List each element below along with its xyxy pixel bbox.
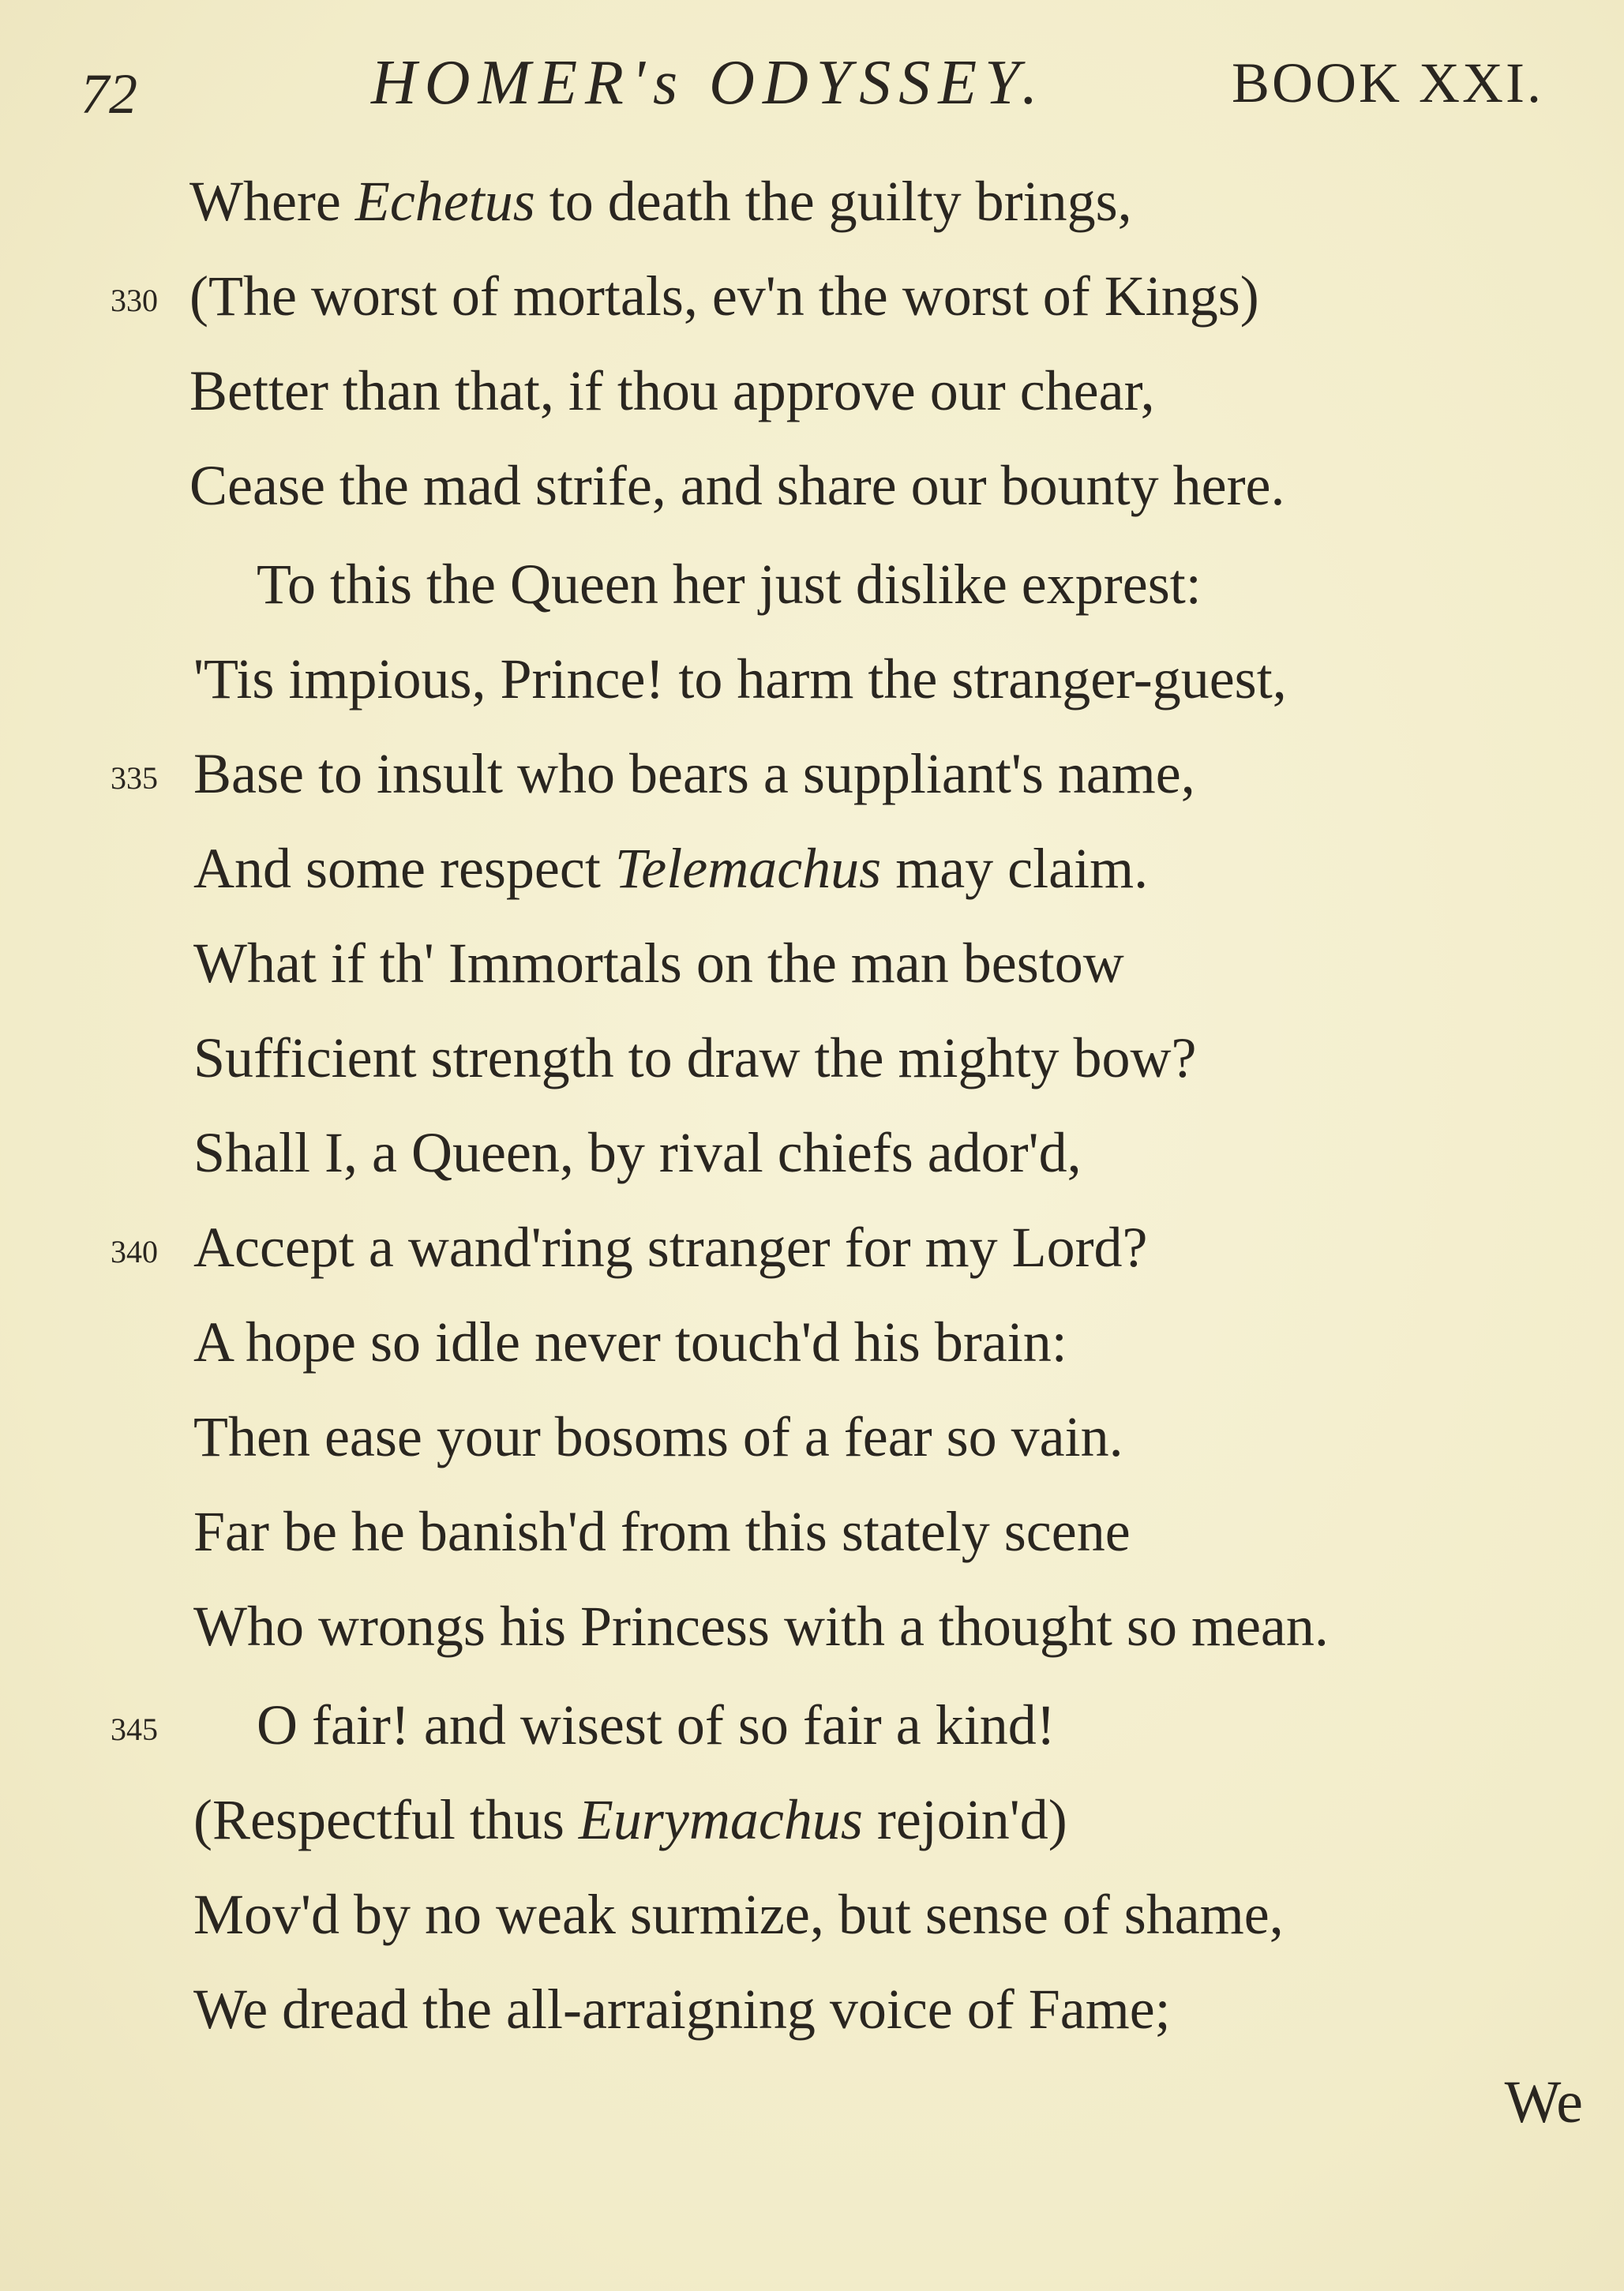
line-number: 335: [111, 760, 158, 796]
verse-line: [0, 446, 1624, 541]
page-number: 72: [81, 62, 137, 126]
verse-text: To this the Queen her just dislike exprest:: [257, 553, 1202, 616]
verse-text: What if th' Immortals on the man bestow: [193, 932, 1124, 995]
verse-text: 'Tis impious, Prince! to harm the stranger-guest,: [193, 647, 1287, 711]
verse-line: [0, 1970, 1624, 2064]
verse-line: [0, 1587, 1624, 1682]
verse-line: [0, 1303, 1624, 1397]
verse-text: Far be he banish'd from this stately scene: [193, 1500, 1131, 1563]
line-number: 345: [111, 1712, 158, 1747]
line-number: 340: [111, 1234, 158, 1269]
page-header: [0, 47, 1624, 134]
verse-line: [0, 829, 1624, 924]
verse-text: A hope so idle never touch'd his brain:: [193, 1310, 1067, 1374]
verse-line: [0, 734, 1624, 829]
verse-line: [0, 1685, 1624, 1780]
verse-line: [0, 1780, 1624, 1875]
verse-text: Shall I, a Queen, by rival chiefs ador'd,: [193, 1121, 1082, 1184]
verse-line: [0, 1018, 1624, 1113]
verse-line: [0, 924, 1624, 1018]
verse-line: [0, 1492, 1624, 1587]
verse-line: [0, 351, 1624, 446]
verse-text: Better than that, if thou approve our chear,: [189, 359, 1155, 422]
verse-text: Base to insult who bears a suppliant's name,: [193, 742, 1195, 805]
verse-line: [0, 162, 1624, 257]
verse-line: [0, 257, 1624, 351]
verse-line: [0, 1875, 1624, 1970]
running-title: HOMER's ODYSSEY.: [371, 48, 1046, 118]
verse-text: Sufficient strength to draw the mighty bow?: [193, 1026, 1197, 1089]
verse-line: [0, 1397, 1624, 1492]
verse-text: Where Echetus to death the guilty brings,: [189, 170, 1132, 233]
verse-line: [0, 1208, 1624, 1303]
verse-text: Accept a wand'ring stranger for my Lord?: [193, 1216, 1148, 1279]
verse-text: And some respect Telemachus may claim.: [193, 837, 1149, 900]
verse-line: [0, 1113, 1624, 1208]
verse-line: [0, 545, 1624, 639]
verse-text: (The worst of mortals, ev'n the worst of Kings): [189, 264, 1259, 328]
line-number: 330: [111, 283, 158, 318]
verse-text: Then ease your bosoms of a fear so vain.: [193, 1405, 1123, 1468]
verse-text: Who wrongs his Princess with a thought so mean.: [193, 1595, 1329, 1658]
verse-text: Mov'd by no weak surmize, but sense of shame,: [193, 1883, 1284, 1946]
verse-text: (Respectful thus Eurymachus rejoin'd): [193, 1788, 1067, 1851]
verse-line: [0, 639, 1624, 734]
book-label: BOOK XXI.: [1232, 51, 1543, 114]
verse-text: O fair! and wisest of so fair a kind!: [257, 1693, 1056, 1757]
verse-text: We dread the all-arraigning voice of Fame;: [193, 1978, 1171, 2041]
verse-text: Cease the mad strife, and share our bounty here.: [189, 454, 1285, 517]
catchword: We: [1504, 2069, 1583, 2135]
